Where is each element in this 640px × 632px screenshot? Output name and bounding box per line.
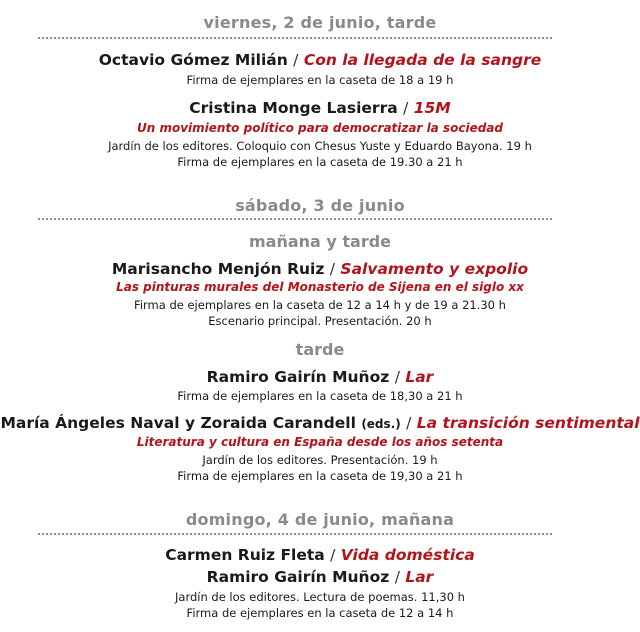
event-line	[0, 260, 640, 278]
book-subtitle: Las pinturas murales del Monasterio de Sijena en el siglo xx	[116, 280, 524, 294]
day-heading-saturday: sábado, 3 de junio	[235, 196, 405, 215]
event-detail: Firma de ejemplares en la caseta de 19.30 a 21 h	[177, 155, 463, 169]
separator: /	[406, 414, 412, 432]
event-detail: Firma de ejemplares en la caseta de 12 a 14 h	[186, 606, 454, 620]
dotted-divider	[38, 533, 552, 535]
book-title: Lar	[405, 368, 434, 386]
author-name: Ramiro Gairín Muñoz	[206, 368, 390, 386]
book-title: 15M	[413, 99, 451, 117]
event-detail: Firma de ejemplares en la caseta de 18 a 19 h	[186, 73, 454, 87]
separator: /	[394, 368, 400, 386]
author-name: Marisancho Menjón Ruiz	[111, 260, 325, 278]
day-heading-sunday: domingo, 4 de junio, mañana	[185, 510, 455, 529]
time-heading-afternoon: tarde	[295, 340, 345, 359]
event-detail: Jardín de los editores. Coloquio con Chesus Yuste y Eduardo Bayona. 19 h	[108, 139, 532, 153]
event-line	[0, 368, 640, 386]
separator: /	[330, 546, 336, 564]
editors-note: (eds.)	[361, 417, 401, 431]
author-name: María Ángeles Naval y Zoraida Carandell	[0, 414, 356, 432]
event-detail: Escenario principal. Presentación. 20 h	[208, 314, 432, 328]
separator: /	[403, 99, 409, 117]
event-detail: Firma de ejemplares en la caseta de 18,30 a 21 h	[177, 389, 463, 403]
book-title: Salvamento y expolio	[340, 260, 529, 278]
event-detail: Firma de ejemplares en la caseta de 12 a 14 h y de 19 a 21.30 h	[134, 298, 506, 312]
event-detail: Firma de ejemplares en la caseta de 19,30 a 21 h	[177, 469, 463, 483]
book-title: La transición sentimental	[416, 414, 640, 432]
dotted-divider	[38, 37, 552, 39]
separator: /	[293, 51, 299, 69]
event-detail: Jardín de los editores. Presentación. 19 h	[202, 453, 438, 467]
book-subtitle: Literatura y cultura en España desde los años setenta	[136, 435, 504, 449]
author-name: Octavio Gómez Milián	[98, 51, 288, 69]
book-title: Con la llegada de la sangre	[303, 51, 542, 69]
author-name: Ramiro Gairín Muñoz	[206, 568, 390, 586]
event-line	[0, 546, 640, 564]
book-title: Lar	[405, 568, 434, 586]
separator: /	[329, 260, 336, 278]
book-subtitle: Un movimiento político para democratizar la sociedad	[137, 121, 503, 135]
author-name: Cristina Monge Lasierra	[189, 99, 398, 117]
separator: /	[394, 568, 400, 586]
dotted-divider	[38, 218, 552, 220]
event-line	[0, 51, 640, 69]
book-title: Vida doméstica	[340, 546, 475, 564]
event-line	[0, 99, 640, 117]
event-line	[0, 568, 640, 586]
author-name: Carmen Ruiz Fleta	[165, 546, 325, 564]
event-detail: Jardín de los editores. Lectura de poemas. 11,30 h	[175, 590, 465, 604]
event-line	[0, 414, 640, 432]
time-heading-morning: mañana y tarde	[248, 232, 392, 251]
day-heading-friday: viernes, 2 de junio, tarde	[203, 13, 437, 32]
